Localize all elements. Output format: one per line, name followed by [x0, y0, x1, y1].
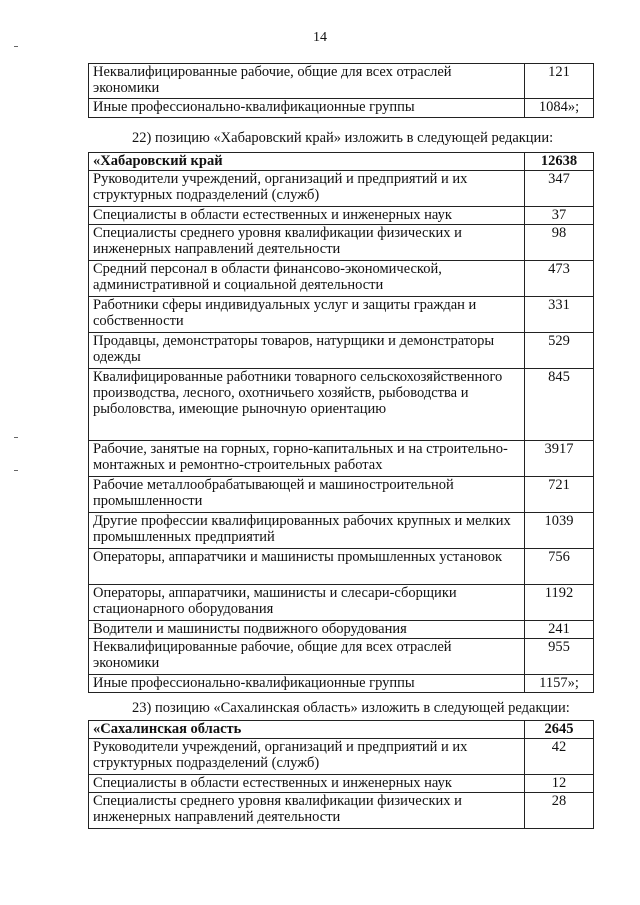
row-label: Квалифицированные работники товарного сельскохозяйственного производства, лесного, охотничьего хозяйств, рыбоводства и рыболовства, имеющие рыночную ориентацию [89, 369, 525, 441]
row-value: 347 [525, 171, 594, 207]
table-row [89, 513, 594, 549]
row-value: 1157»; [525, 675, 594, 693]
row-label: Операторы, аппаратчики и машинисты промышленных установок [89, 549, 525, 585]
row-label: Водители и машинисты подвижного оборудования [89, 621, 525, 639]
region-total: 2645 [525, 721, 594, 739]
row-value: 1084»; [525, 99, 594, 118]
table-row [89, 675, 594, 693]
row-label: Руководители учреждений, организаций и предприятий и их структурных подразделений (служб) [89, 739, 525, 775]
table-row [89, 441, 594, 477]
table-row [89, 64, 594, 99]
row-label: Рабочие, занятые на горных, горно-капитальных и на строительно-монтажных и ремонтно-строительных работах [89, 441, 525, 477]
row-label: Рабочие металлообрабатывающей и машиностроительной промышленности [89, 477, 525, 513]
scan-mark [14, 46, 18, 47]
row-label: Другие профессии квалифицированных рабочих крупных и мелких промышленных предприятий [89, 513, 525, 549]
table-row [89, 775, 594, 793]
row-value: 12 [525, 775, 594, 793]
row-label: Специалисты в области естественных и инженерных наук [89, 775, 525, 793]
row-label: Работники сферы индивидуальных услуг и защиты граждан и собственности [89, 297, 525, 333]
row-value: 529 [525, 333, 594, 369]
row-value: 955 [525, 639, 594, 675]
table-row [89, 333, 594, 369]
row-label: Иные профессионально-квалификационные группы [89, 675, 525, 693]
khabarovsk-table [88, 152, 594, 693]
table-row [89, 585, 594, 621]
scan-mark [14, 470, 18, 471]
table-row [89, 477, 594, 513]
row-value: 28 [525, 793, 594, 829]
row-value: 42 [525, 739, 594, 775]
table-row [89, 369, 594, 441]
table-header-row [89, 153, 594, 171]
row-value: 37 [525, 207, 594, 225]
table-row [89, 739, 594, 775]
table-row [89, 621, 594, 639]
row-value: 473 [525, 261, 594, 297]
row-value: 98 [525, 225, 594, 261]
row-label: Руководители учреждений, организаций и предприятий и их структурных подразделений (служб) [89, 171, 525, 207]
row-label: Специалисты среднего уровня квалификации физических и инженерных направлений деятельности [89, 225, 525, 261]
table-header-row [89, 721, 594, 739]
row-value: 756 [525, 549, 594, 585]
row-value: 121 [525, 64, 594, 99]
table-row [89, 639, 594, 675]
row-label: Средний персонал в области финансово-экономической, административной и социальной деятельности [89, 261, 525, 297]
row-value: 1039 [525, 513, 594, 549]
row-value: 721 [525, 477, 594, 513]
row-value: 845 [525, 369, 594, 441]
page-number: 14 [313, 30, 327, 45]
row-value: 241 [525, 621, 594, 639]
table-row [89, 171, 594, 207]
region-name: «Сахалинская область [89, 721, 525, 739]
row-label: Продавцы, демонстраторы товаров, натурщики и демонстраторы одежды [89, 333, 525, 369]
row-label: Неквалифицированные рабочие, общие для всех отраслей экономики [89, 639, 525, 675]
continued-table [88, 63, 594, 118]
table-row [89, 297, 594, 333]
row-label: Неквалифицированные рабочие, общие для всех отраслей экономики [89, 64, 525, 99]
section-23-intro: 23) позицию «Сахалинская область» изложить в следующей редакции: [132, 700, 570, 716]
table-row [89, 207, 594, 225]
row-label: Иные профессионально-квалификационные группы [89, 99, 525, 118]
region-name: «Хабаровский край [89, 153, 525, 171]
scan-mark [14, 437, 18, 438]
row-label: Операторы, аппаратчики, машинисты и слесари-сборщики стационарного оборудования [89, 585, 525, 621]
table-row [89, 225, 594, 261]
row-label: Специалисты среднего уровня квалификации физических и инженерных направлений деятельности [89, 793, 525, 829]
table-row [89, 549, 594, 585]
region-total: 12638 [525, 153, 594, 171]
table-row [89, 99, 594, 118]
row-value: 1192 [525, 585, 594, 621]
row-value: 3917 [525, 441, 594, 477]
sakhalin-table [88, 720, 594, 829]
row-value: 331 [525, 297, 594, 333]
row-label: Специалисты в области естественных и инженерных наук [89, 207, 525, 225]
section-22-intro: 22) позицию «Хабаровский край» изложить в следующей редакции: [132, 130, 554, 146]
table-row [89, 261, 594, 297]
table-row [89, 793, 594, 829]
